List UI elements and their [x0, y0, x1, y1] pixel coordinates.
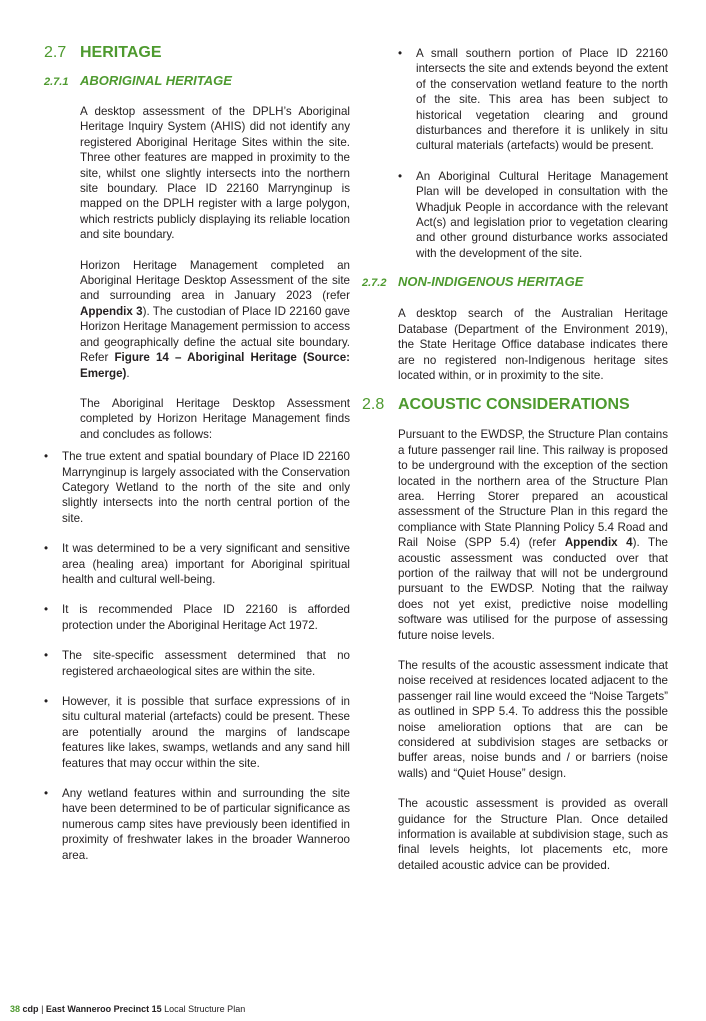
aboriginal-body [80, 104, 350, 442]
section-number: 2.7 [44, 44, 67, 61]
subsection-title: ABORIGINAL HERITAGE [80, 73, 232, 88]
subsection-heading-aboriginal [44, 72, 350, 91]
list-item: • However, it is possible that surface expressions of in situ cultural material (artefacts) could be present. These are potentially around the margins of landscape features like lakes, swamps, wetlands and any sand hill features that may occur within the site. [44, 694, 350, 771]
document-subtitle: Local Structure Plan [164, 1004, 246, 1014]
paragraph [80, 258, 350, 381]
list-item: • The true extent and spatial boundary of Place ID 22160 Marrynginup is largely associated with the Conservation Category Wetland to the north of the site and only slightly intersects into the north central portion of the site. [44, 449, 350, 526]
section-heading-heritage [44, 42, 350, 64]
list-item: • The site-specific assessment determined that no registered archaeological sites are within the site. [44, 648, 350, 679]
subsection-number: 2.7.2 [362, 277, 387, 290]
paragraph: The acoustic assessment is provided as overall guidance for the Structure Plan. Once detailed information is available at subdivision stage, such as final levels heights, lot placements etc, more detailed acoustic advice can be provided. [398, 797, 668, 872]
footer-separator: | [41, 1004, 44, 1014]
text-run: ). The acoustic assessment was conducted over that portion of the railway that will not be underground pursuant to the EWDSP. Noting that the railway does not yet exist, predictive noise modelling software was utilised for the purpose of assessing future noise levels. [398, 536, 668, 642]
section-title: HERITAGE [80, 44, 162, 61]
paragraph: A desktop assessment of the DPLH’s Aboriginal Heritage Inquiry System (AHIS) did not identify any registered Aboriginal Heritage Sites within the site. Three other features are mapped in proximity to the site, whilst one slightly intersects into the northern site boundary. Place ID 22160 Marrynginup is mapped on the DPLH register with a large polygon, which restricts publicly displaying its reliable location and site boundary. [80, 105, 350, 242]
subsection-number: 2.7.1 [44, 76, 69, 88]
page-footer [10, 1003, 245, 1015]
text-run: ). The custodian of Place ID 22160 gave Horizon Heritage Management permission to access and geographically define the actual site boundary. Refer [80, 304, 350, 365]
paragraph: A desktop search of the Australian Heritage Database (Department of the Environment 2019), the State Heritage Office database indicates there are no registered non-Indigenous heritage sites located within, or in proximity to the site. [398, 307, 668, 382]
acoustic-body [398, 427, 668, 873]
brand-name: cdp [22, 1004, 39, 1014]
non-indigenous-body [398, 306, 668, 383]
document-title: East Wanneroo Precinct 15 [45, 1004, 162, 1014]
text-run: Horizon Heritage Management completed an Aboriginal Heritage Desktop Assessment of the site and surrounding area in January 2023 (refer [80, 258, 350, 303]
list-item: • A small southern portion of Place ID 22160 intersects the site and extends beyond the extent of the conservation wetland feature to the north of the site. This area has been subject to historical vegetation clearing and ground disturbances and therefore it is unlikely in situ cultural materials (artefacts) would be present. [398, 46, 668, 154]
left-column [44, 42, 350, 863]
appendix-reference: Appendix 3 [80, 304, 143, 318]
section-title: ACOUSTIC CONSIDERATIONS [398, 396, 630, 414]
paragraph: The results of the acoustic assessment indicate that noise received at residences located adjacent to the passenger rail line would exceed the “Noise Targets” as outlined in SPP 5.4. To address this the possible noise amelioration options that are can be considered at subdivision stages are setbacks or buffer areas, noise bunds and / or barriers (noise walls) and “Quiet House” design. [398, 659, 668, 780]
findings-list-left [44, 449, 350, 863]
section-heading-acoustic [362, 394, 668, 416]
paragraph [398, 427, 668, 643]
list-item: • It was determined to be a very significant and sensitive area (healing area) important for Aboriginal spiritual health and cultural well-being. [44, 541, 350, 587]
text-run: . [126, 366, 130, 380]
list-item: • Any wetland features within and surrounding the site have been determined to be of particular significance as numerous camp sites have previously been identified in proximity of freshwater lakes in the broader Wanneroo area. [44, 786, 350, 863]
text-run: Pursuant to the EWDSP, the Structure Plan contains a future passenger rail line. This railway is proposed to be underground with the exception of the section located in the northern area of the Structure Plan area. Herring Storer prepared an acoustical assessment of the Structure Plan in this regard the compliance with State Planning Policy 5.4 Road and Rail Noise (SPP 5.4) (refer [398, 428, 668, 550]
figure-reference: Figure 14 – Aboriginal Heritage (Source: Emerge) [80, 351, 351, 380]
list-item: • An Aboriginal Cultural Heritage Management Plan will be developed in consultation with the Whadjuk People in accordance with the relevant Act(s) and legislation prior to vegetation clearing and other ground disturbance works associated with the development of the site. [398, 169, 668, 261]
subsection-heading-non-indigenous [362, 273, 668, 292]
page-number: 38 [10, 1004, 21, 1014]
subsection-title: NON-INDIGENOUS HERITAGE [398, 274, 584, 290]
findings-list-right [398, 46, 668, 261]
right-column [362, 46, 668, 873]
section-number: 2.8 [362, 396, 385, 414]
appendix-reference: Appendix 4 [564, 536, 633, 550]
list-item: • It is recommended Place ID 22160 is afforded protection under the Aboriginal Heritage Act 1972. [44, 602, 350, 633]
paragraph: The Aboriginal Heritage Desktop Assessment completed by Horizon Heritage Management finds and concludes as follows: [80, 396, 350, 441]
